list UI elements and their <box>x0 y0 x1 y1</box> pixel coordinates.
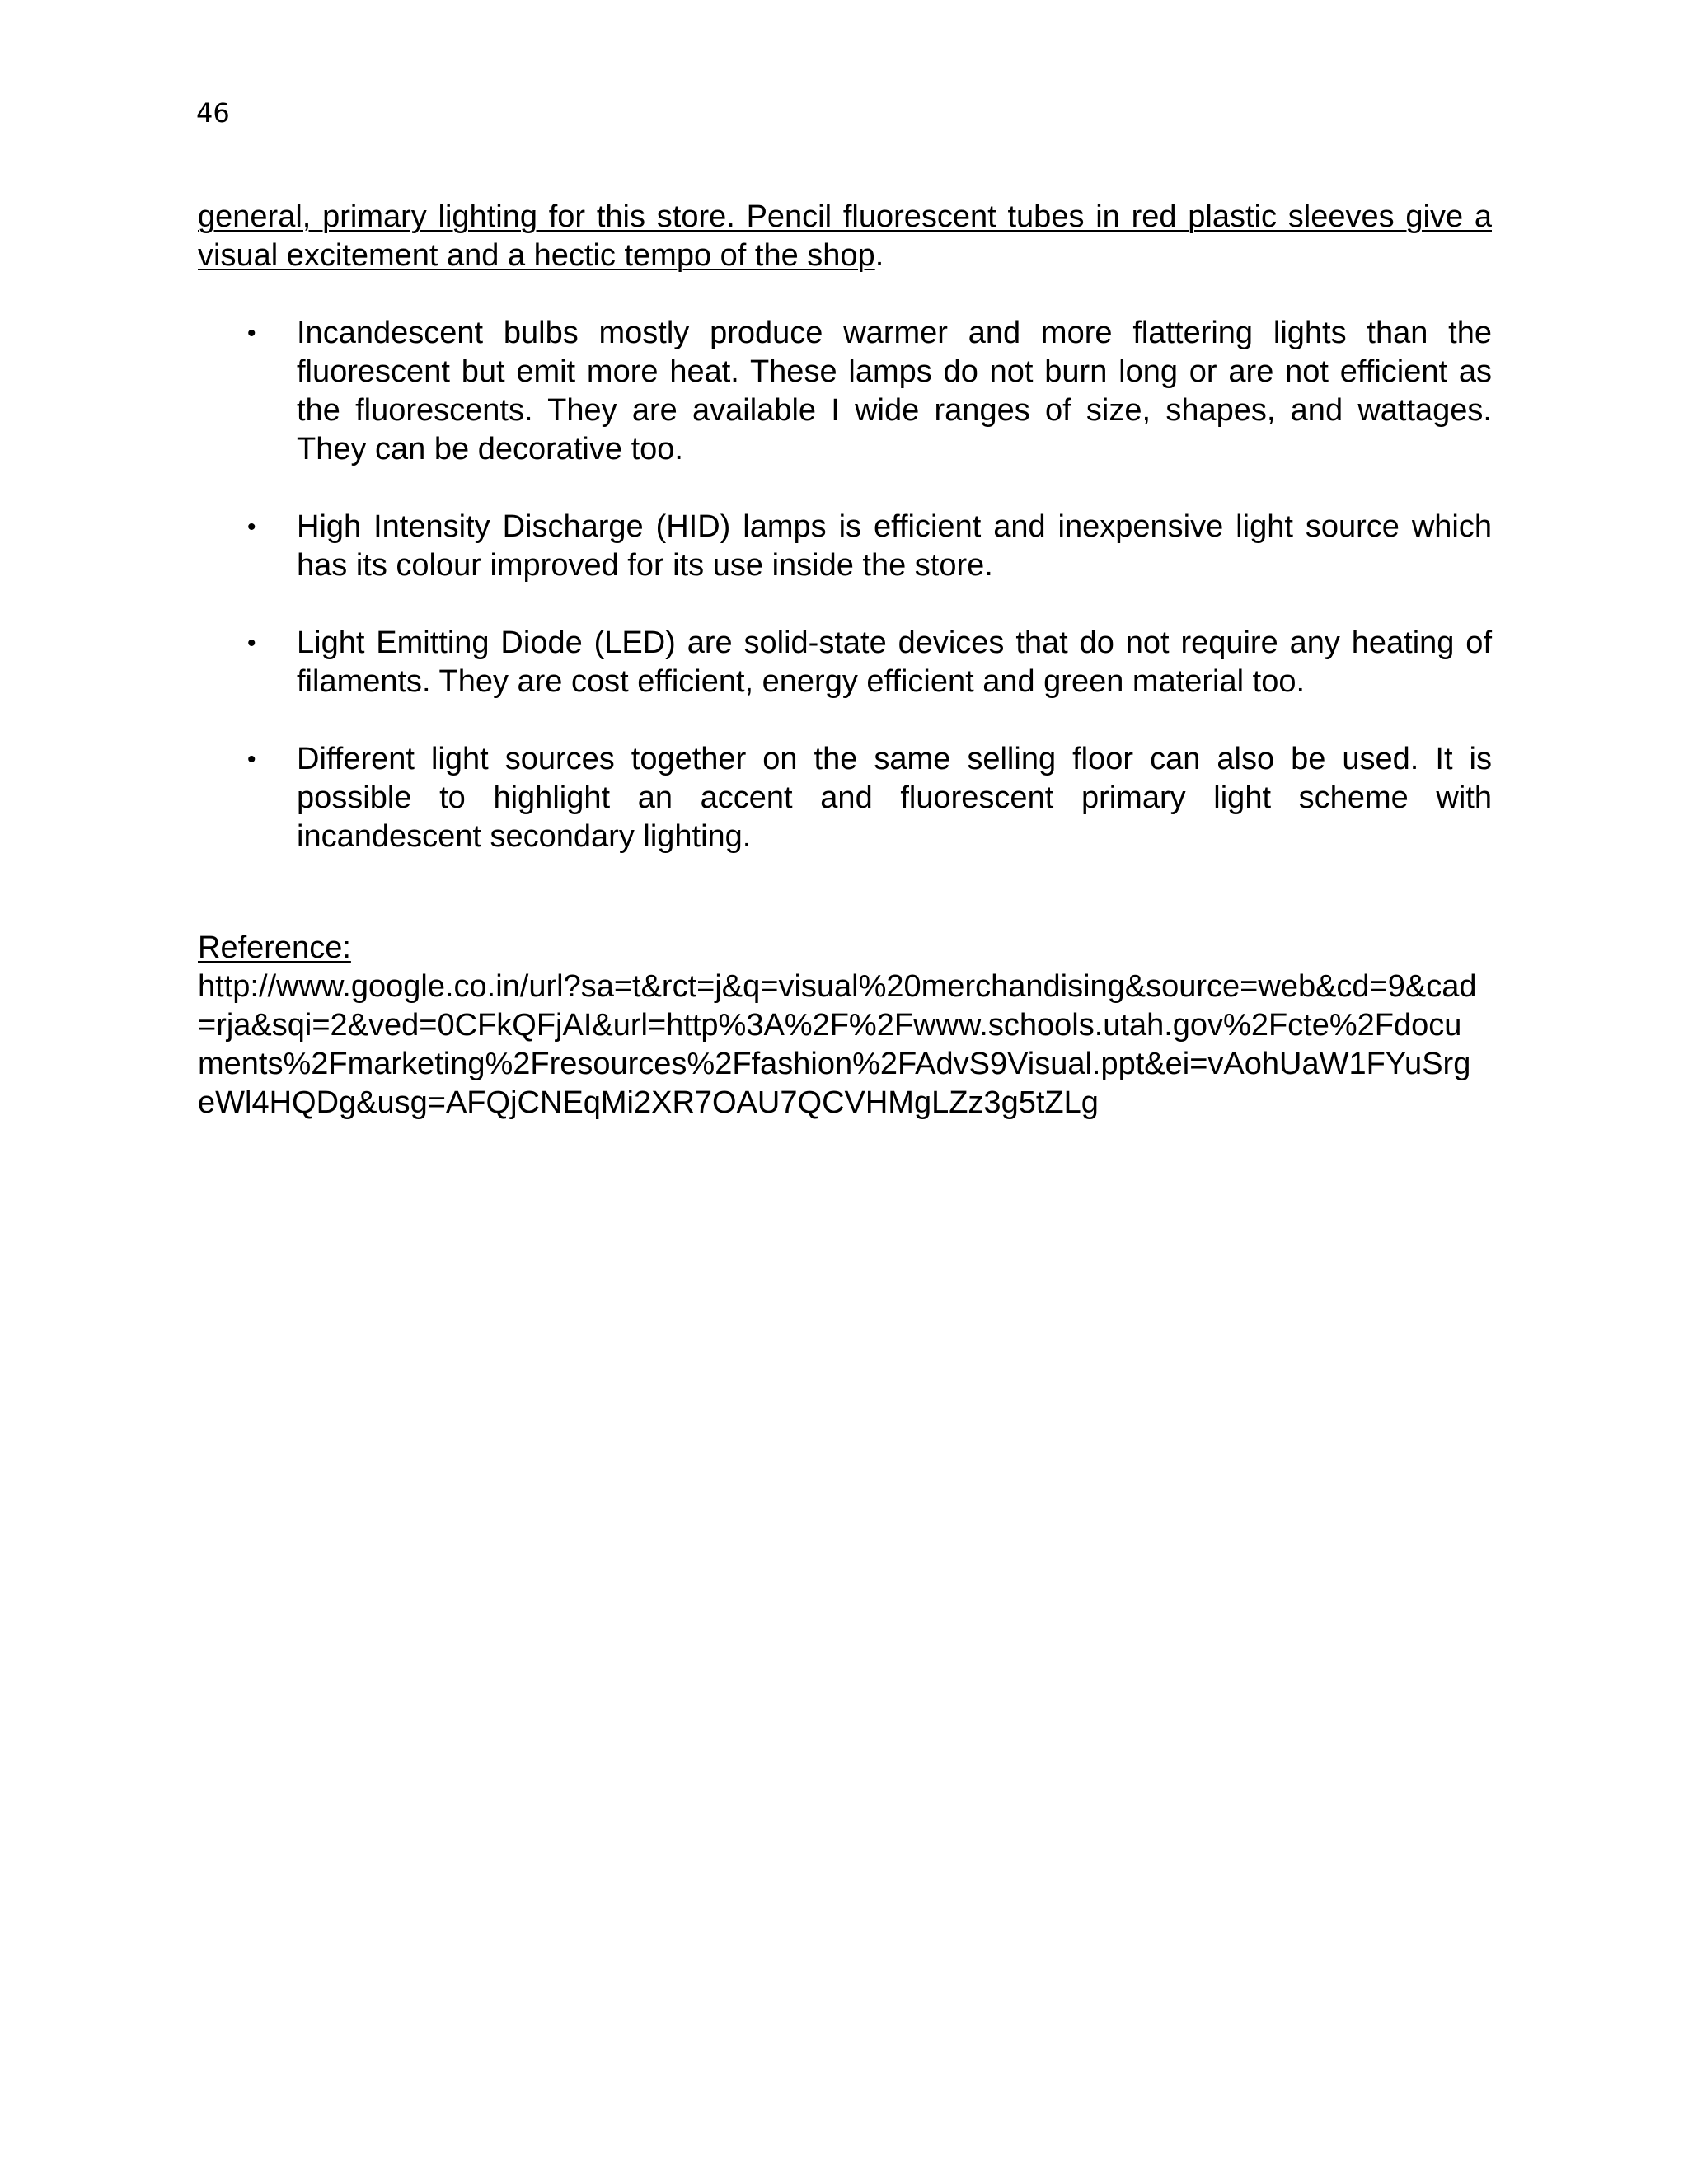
reference-section <box>198 929 1492 1122</box>
bullet-icon: • <box>247 630 256 657</box>
bullet-text: Different light sources together on the same selling floor can also be used. It is possible to highlight an accent and fluorescent primary light scheme with incandescent secondary lighting. <box>297 742 1492 854</box>
reference-label: Reference: <box>198 930 351 965</box>
intro-underlined-text: general, primary lighting for this store. Pencil fluorescent tubes in red plastic sleeves give a visual excitement and a hectic tempo of the shop <box>198 199 1492 273</box>
intro-trailing-punctuation: . <box>874 238 884 273</box>
reference-url: http://www.google.co.in/url?sa=t&rct=j&q=visual%20merchandising&source=web&cd=9&cad=rja&sqi=2&ved=0CFkQFjAI&url=http%3A%2F%2Fwww.schools.utah.gov%2Fcte%2Fdocuments%2Fmarketing%2Fresources%2Ffashion%2FAdvS9Visual.ppt&ei=vAohUaW1FYuSrgeWl4HQDg&usg=AFQjCNEqMi2XR7OAU7QCVHMgLZz3g5tZLg <box>198 969 1477 1120</box>
bullet-list <box>198 314 1492 856</box>
bullet-icon: • <box>247 320 256 347</box>
page-number: 46 <box>196 97 230 129</box>
bullet-item-incandescent <box>198 314 1492 469</box>
bullet-icon: • <box>247 513 256 541</box>
bullet-item-led <box>198 624 1492 701</box>
bullet-item-mixed-sources <box>198 740 1492 856</box>
bullet-item-hid <box>198 508 1492 585</box>
bullet-text: Light Emitting Diode (LED) are solid-state devices that do not require any heating of filaments. They are cost efficient, energy efficient and green material too. <box>297 626 1492 699</box>
intro-paragraph <box>198 198 1492 275</box>
bullet-text: Incandescent bulbs mostly produce warmer and more flattering lights than the fluorescent but emit more heat. These lamps do not burn long or are not efficient as the fluorescents. They are available I wide ranges of size, shapes, and wattages. They can be decorative too. <box>297 316 1492 466</box>
page-body <box>198 198 1492 1122</box>
bullet-text: High Intensity Discharge (HID) lamps is efficient and inexpensive light source which has its colour improved for its use inside the store. <box>297 509 1492 583</box>
bullet-icon: • <box>247 746 256 773</box>
